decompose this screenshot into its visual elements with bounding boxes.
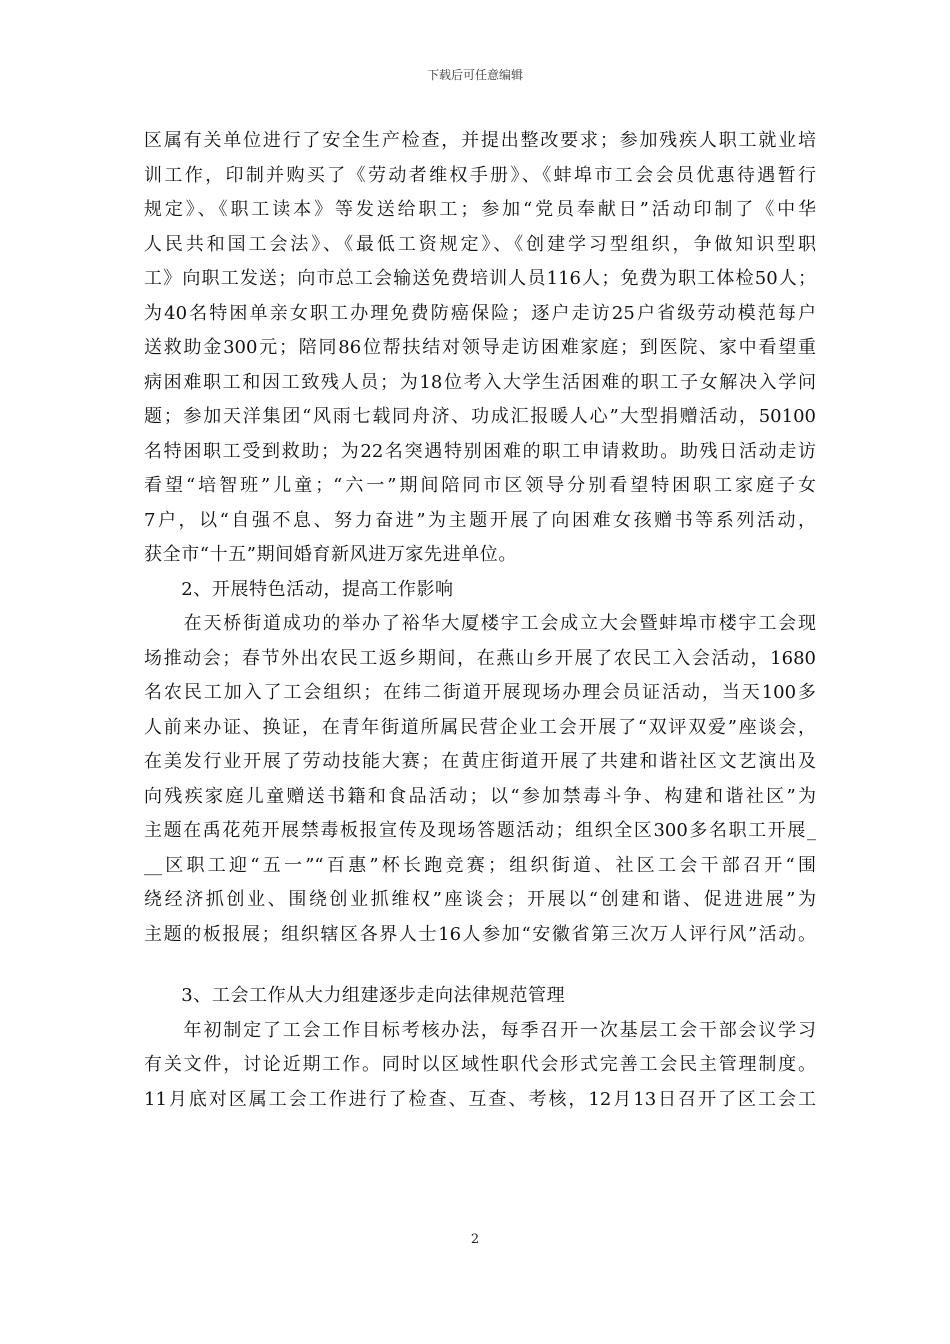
text-line: 工》向职工发送；向市总工会输送免费培训人员116人；免费为职工体检50人； <box>144 268 816 289</box>
text-line: 名农民工加入了工会组织；在纬二街道开展现场办理会员证活动，当天100多 <box>144 682 816 703</box>
text-line: 在美发行业开展了劳动技能大赛；在黄庄街道开展了共建和谐社区文艺演出及 <box>144 751 816 772</box>
text-line: __区职工迎“五一”“百惠”杯长跑竞赛；组织街道、社区工会干部召开“围 <box>144 854 816 876</box>
text-line: 送救助金300元；陪同86位帮扶结对领导走访困难家庭；到医院、家中看望重 <box>144 337 816 358</box>
text-line: 人民共和国工会法》、《最低工资规定》、《创建学习型组织，争做知识型职 <box>144 233 816 255</box>
text-line: 绕经济抓创业、围绕创业抓维权”座谈会；开展以“创建和谐、促进进展”为 <box>144 889 816 910</box>
text-line: 主题在禹花苑开展禁毒板报宣传及现场答题活动；组织全区300多名职工开展_ <box>144 820 816 841</box>
text-line: 获全市“十五”期间婚育新风进万家先进单位。 <box>144 544 518 565</box>
section-heading: 2、开展特色活动，提高工作影响 <box>144 578 454 600</box>
text-line: 场推动会；春节外出农民工返乡期间，在燕山乡开展了农民工入会活动，1680 <box>144 647 816 669</box>
document-body <box>144 124 816 1117</box>
text-line: 名特困职工受到救助；为22名突遇特别困难的职工申请救助。助残日活动走访 <box>144 440 816 462</box>
text-line: 有关文件，讨论近期工作。同时以区域性职代会形式完善工会民主管理制度。 <box>144 1054 816 1075</box>
text-line: 规定》、《职工读本》等发送给职工；参加“党员奉献日”活动印制了《中华 <box>144 199 816 220</box>
text-line: 病困难职工和因工致残人员；为18位考入大学生活困难的职工子女解决入学问 <box>144 371 816 393</box>
text-line: 区属有关单位进行了安全生产检查，并提出整改要求；参加残疾人职工就业培 <box>144 130 816 151</box>
text-line: 7户，以“自强不息、努力奋进”为主题开展了向困难女孩赠书等系列活动， <box>144 509 816 531</box>
text-line: 年初制定了工会工作目标考核办法，每季召开一次基层工会干部会议学习 <box>144 1019 816 1041</box>
text-line: 11月底对区属工会工作进行了检查、互查、考核，12月13日召开了区工会工 <box>144 1088 816 1110</box>
text-line: 题；参加天洋集团“风雨七载同舟济、功成汇报暖人心”大型捐赠活动，50100 <box>144 406 816 427</box>
text-line: 看望“培智班”儿童；“六一”期间陪同市区领导分别看望特困职工家庭子女 <box>144 475 816 496</box>
page-number: 2 <box>470 1232 480 1247</box>
text-line: 人前来办证、换证，在青年街道所属民营企业工会开展了“双评双爱”座谈会， <box>144 716 816 738</box>
section-heading: 3、工会工作从大力组建逐步走向法律规范管理 <box>144 985 566 1006</box>
text-line: 主题的板报展；组织辖区各界人士16人参加“安徽省第三次万人评行风”活动。 <box>144 923 816 945</box>
text-line: 向残疾家庭儿童赠送书籍和食品活动；以“参加禁毒斗争、构建和谐社区”为 <box>144 785 816 807</box>
text-line: 训工作，印制并购买了《劳动者维权手册》、《蚌埠市工会会员优惠待遇暂行 <box>144 164 816 186</box>
page-header: 下载后可任意编辑 <box>426 68 523 82</box>
text-line: 为40名特困单亲女职工办理免费防癌保险；逐户走访25户省级劳动模范每户 <box>144 302 816 324</box>
paragraph-gap <box>144 952 816 979</box>
text-line: 在天桥街道成功的举办了裕华大厦楼宇工会成立大会暨蚌埠市楼宇工会现 <box>144 613 816 634</box>
